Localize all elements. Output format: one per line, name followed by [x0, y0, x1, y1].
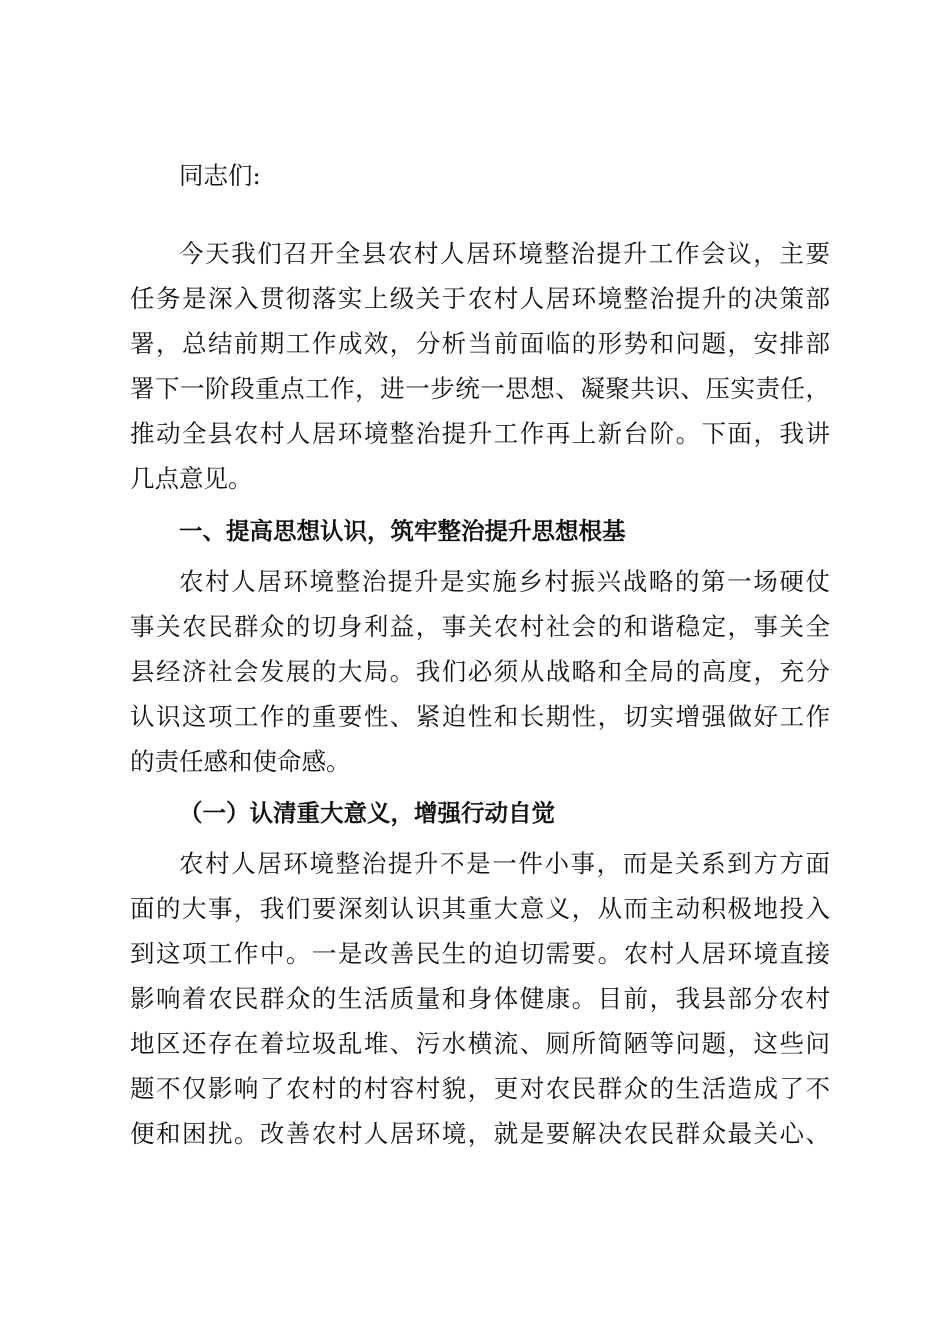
paragraph-line: 署，总结前期工作成效，分析当前面临的形势和问题，安排部 [130, 329, 830, 358]
paragraph-line: 面的大事，我们要深刻认识其重大意义，从而主动积极地投入 [130, 894, 830, 923]
paragraph-line: 农村人居环境整治提升是实施乡村振兴战略的第一场硬仗 [179, 567, 830, 596]
subsection-heading: （一）认清重大意义，增强行动自觉 [179, 799, 555, 827]
paragraph-line: 的责任感和使命感。 [130, 747, 351, 776]
salutation: 同志们: [179, 161, 261, 190]
paragraph-line: 便和困扰。改善农村人居环境，就是要解决农民群众最关心、 [130, 1119, 830, 1148]
paragraph-line: 地区还存在着垃圾乱堆、污水横流、厕所简陋等问题，这些问 [130, 1029, 830, 1058]
paragraph-line: 今天我们召开全县农村人居环境整治提升工作会议，主要 [179, 239, 830, 268]
paragraph-line: 事关农民群众的切身利益，事关农村社会的和谐稳定，事关全 [130, 612, 830, 641]
paragraph-line: 到这项工作中。一是改善民生的迫切需要。农村人居环境直接 [130, 939, 830, 968]
paragraph-line: 认识这项工作的重要性、紧迫性和长期性，切实增强做好工作 [130, 702, 830, 731]
paragraph-line: 署下一阶段重点工作，进一步统一思想、凝聚共识、压实责任， [130, 374, 830, 403]
paragraph-line: 农村人居环境整治提升不是一件小事，而是关系到方方面 [179, 849, 830, 878]
paragraph-line: 题不仅影响了农村的村容村貌，更对农民群众的生活造成了不 [130, 1074, 830, 1103]
paragraph-line: 影响着农民群众的生活质量和身体健康。目前，我县部分农村 [130, 984, 830, 1013]
paragraph-line: 县经济社会发展的大局。我们必须从战略和全局的高度，充分 [130, 657, 830, 686]
paragraph-line: 几点意见。 [130, 464, 253, 493]
paragraph-line: 推动全县农村人居环境整治提升工作再上新台阶。下面，我讲 [130, 419, 830, 448]
paragraph-line: 任务是深入贯彻落实上级关于农村人居环境整治提升的决策部 [130, 284, 830, 313]
section-heading: 一、提高思想认识，筑牢整治提升思想根基 [179, 517, 626, 545]
